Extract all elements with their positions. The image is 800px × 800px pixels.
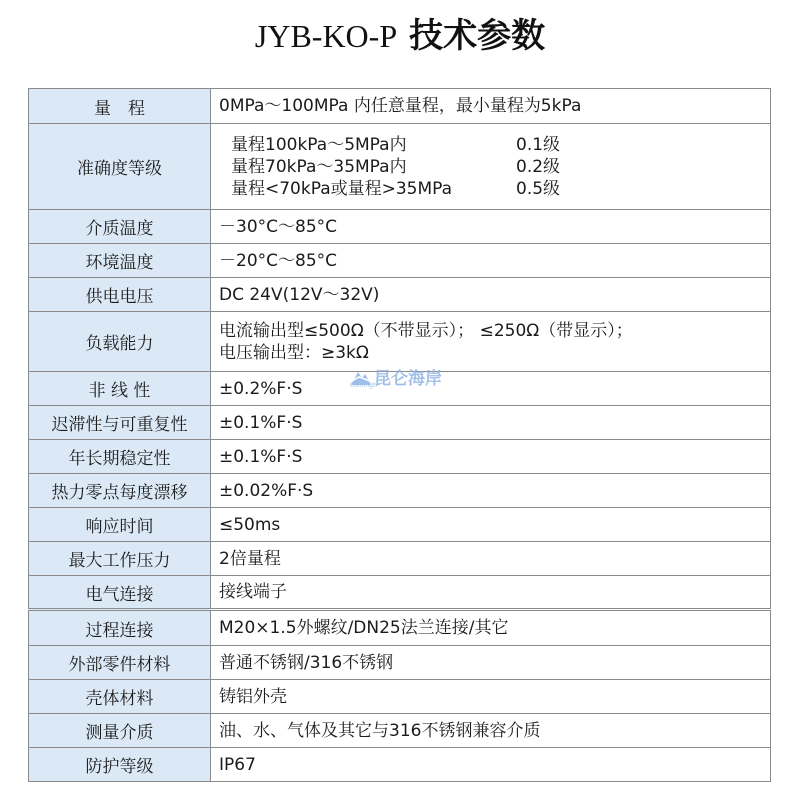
spec-row-electrical: [29, 576, 771, 610]
spec-label: 量 程: [29, 89, 211, 124]
spec-row-parts-material: [29, 646, 771, 680]
spec-row-range: [29, 89, 771, 124]
spec-label: 最大工作压力: [29, 542, 211, 576]
spec-label: 非 线 性: [29, 372, 211, 406]
spec-row-zero-drift: [29, 474, 771, 508]
spec-label: 负载能力: [29, 312, 211, 372]
spec-row-supply: [29, 278, 771, 312]
spec-label: 年长期稳定性: [29, 440, 211, 474]
page-title: [0, 8, 800, 57]
spec-value: ≤50ms: [211, 508, 771, 542]
spec-label: 环境温度: [29, 244, 211, 278]
accuracy-line: 量程70kPa～35MPa内 0.2级: [231, 156, 561, 177]
spec-row-ambient-temp: [29, 244, 771, 278]
spec-value: ±0.1%F·S: [211, 406, 771, 440]
spec-value: －20°C～85°C: [211, 244, 771, 278]
spec-row-load: [29, 312, 771, 372]
spec-value: 0MPa～100MPa 内任意量程，最小量程为5kPa: [211, 89, 771, 124]
spec-row-medium: [29, 714, 771, 748]
spec-row-protection: [29, 748, 771, 782]
spec-row-process: [29, 610, 771, 646]
spec-value: 油、水、气体及其它与316不锈钢兼容介质: [211, 714, 771, 748]
spec-value: [211, 124, 771, 210]
spec-label: 响应时间: [29, 508, 211, 542]
spec-label: 介质温度: [29, 210, 211, 244]
spec-row-max-pressure: [29, 542, 771, 576]
spec-row-stability: [29, 440, 771, 474]
spec-value: 铸铝外壳: [211, 680, 771, 714]
spec-label: 电气连接: [29, 576, 211, 610]
watermark: [350, 364, 442, 389]
spec-label: 外部零件材料: [29, 646, 211, 680]
spec-label: 过程连接: [29, 610, 211, 646]
spec-value: 普通不锈钢/316不锈钢: [211, 646, 771, 680]
spec-value: 接线端子: [211, 576, 771, 610]
spec-label: 迟滞性与可重复性: [29, 406, 211, 440]
spec-value: ±0.02%F·S: [211, 474, 771, 508]
watermark-text: 昆仑海岸: [374, 369, 442, 389]
model-number: JYB-KO-P: [254, 18, 398, 54]
spec-label: 测量介质: [29, 714, 211, 748]
spec-row-hysteresis: [29, 406, 771, 440]
spec-table: [28, 88, 771, 782]
spec-value: M20×1.5外螺纹/DN25法兰连接/其它: [211, 610, 771, 646]
watermark-subtext: Comhigh: [350, 382, 377, 389]
spec-label: 壳体材料: [29, 680, 211, 714]
spec-row-housing: [29, 680, 771, 714]
spec-row-response-time: [29, 508, 771, 542]
spec-row-medium-temp: [29, 210, 771, 244]
spec-value: DC 24V(12V～32V): [211, 278, 771, 312]
spec-value: 电流输出型≤500Ω（不带显示）； ≤250Ω（带显示）； 电压输出型：≥3kΩ: [211, 312, 771, 372]
spec-value: 2倍量程: [211, 542, 771, 576]
spec-label: 准确度等级: [29, 124, 211, 210]
spec-label: 供电电压: [29, 278, 211, 312]
spec-label: 防护等级: [29, 748, 211, 782]
spec-label: 热力零点每度漂移: [29, 474, 211, 508]
spec-value: IP67: [211, 748, 771, 782]
spec-value: －30°C～85°C: [211, 210, 771, 244]
spec-row-accuracy: [29, 124, 771, 210]
accuracy-line: 量程100kPa～5MPa内 0.1级: [231, 134, 561, 155]
accuracy-line: 量程<70kPa或量程>35MPa 0.5级: [231, 178, 561, 199]
spec-value: ±0.2%F·S: [211, 372, 771, 406]
title-text: 技术参数: [409, 16, 546, 56]
spec-value: ±0.1%F·S: [211, 440, 771, 474]
